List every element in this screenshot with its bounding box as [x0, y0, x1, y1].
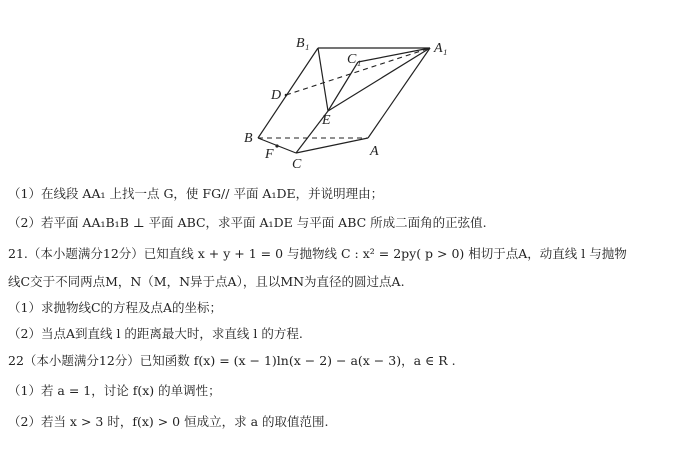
question-21-stem-cont: 线C交于不同两点M，N（M，N异于点A），且以MN为直径的圆过点A. [8, 274, 405, 289]
question-21-part-2: （2）当点A到直线 l 的距离最大时，求直线 l 的方程. [8, 326, 303, 341]
edge-a1-a [368, 48, 430, 138]
point-f [275, 144, 278, 147]
question-22-part-1: （1）若 a = 1，讨论 f(x) 的单调性； [8, 383, 221, 398]
label-b1: B₁ [296, 36, 310, 51]
prism-figure [0, 0, 693, 185]
edge-c-a [296, 138, 368, 153]
label-c: C [292, 157, 302, 172]
edge-b1-e [318, 48, 328, 111]
label-a: A [370, 144, 379, 159]
question-21-stem: 21.（本小题满分12分）已知直线 x + y + 1 = 0 与抛物线 C : x² = 2py( p > 0) 相切于点A，动直线 l 与抛物 [8, 246, 627, 261]
label-e: E [322, 113, 331, 128]
question-20-part-1: （1）在线段 AA₁ 上找一点 G，使 FG// 平面 A₁DE，并说明理由； [8, 186, 384, 201]
edge-c1-e [328, 62, 358, 111]
point-d [285, 94, 288, 97]
label-f: F [265, 147, 274, 162]
label-a1: A₁ [434, 41, 448, 56]
edge-b1-b [258, 48, 318, 138]
label-d: D [271, 88, 282, 103]
label-b: B [244, 131, 253, 146]
label-c1: C₁ [347, 52, 362, 67]
question-20-part-2: （2）若平面 AA₁B₁B ⊥ 平面 ABC，求平面 A₁DE 与平面 ABC 所成二面角的正弦值. [8, 215, 487, 230]
question-22-part-2: （2）若当 x > 3 时，f(x) > 0 恒成立，求 a 的取值范围. [8, 414, 329, 429]
question-22-stem: 22（本小题满分12分）已知函数 f(x) = (x − 1)ln(x − 2) − a(x − 3)，a ∈ R . [8, 353, 456, 368]
question-21-part-1: （1）求抛物线C的方程及点A的坐标； [8, 300, 223, 315]
